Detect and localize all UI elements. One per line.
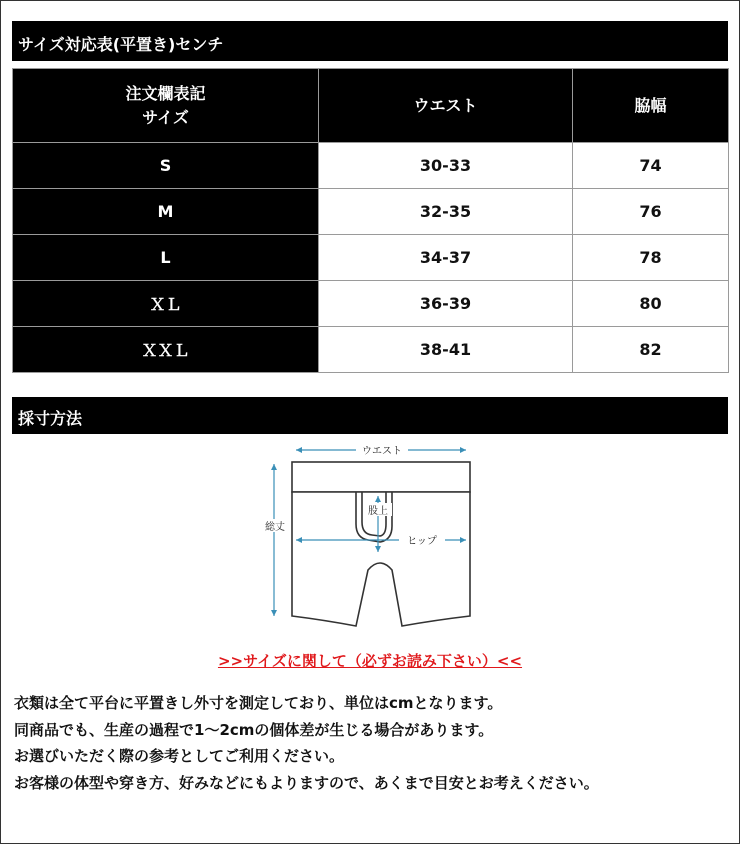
note-line: 同商品でも、生産の過程で1〜2cmの個体差が生じる場合があります。 [14, 720, 494, 739]
table-row [13, 235, 729, 281]
row-side: 80 [573, 281, 729, 327]
row-side: 78 [573, 235, 729, 281]
measurement-diagram [252, 440, 492, 640]
row-side: 82 [573, 327, 729, 373]
length-label: 総丈 [265, 522, 285, 533]
row-waist: 38-41 [319, 327, 573, 373]
note-line: お選びいただく際の参考としてご利用ください。 [14, 747, 345, 765]
hip-label: ヒップ [407, 536, 437, 547]
notes-block [14, 690, 730, 796]
size-chart-title: サイズ対応表(平置き)センチ [12, 21, 728, 61]
row-size: L [13, 235, 319, 281]
table-row [13, 189, 729, 235]
row-size: ＸＬ [13, 281, 319, 327]
waistband-shape [292, 462, 470, 492]
row-side: 76 [573, 189, 729, 235]
header-size-label: 注文欄表記 サイズ [125, 83, 206, 127]
table-row [13, 143, 729, 189]
note-line: 衣類は全て平台に平置きし外寸を測定しており、単位はcmとなります。 [14, 694, 503, 712]
table-row [13, 281, 729, 327]
rise-label: 股上 [368, 506, 388, 517]
row-waist: 34-37 [319, 235, 573, 281]
header-waist: ウエスト [319, 69, 573, 143]
note-line: お客様の体型や穿き方、好みなどにもよりますので、あくまで目安とお考えください。 [14, 773, 599, 792]
row-side: 74 [573, 143, 729, 189]
size-warning [0, 650, 740, 671]
row-size: M [13, 189, 319, 235]
row-waist: 36-39 [319, 281, 573, 327]
row-waist: 30-33 [319, 143, 573, 189]
measurement-method-title: 採寸方法 [12, 397, 728, 434]
table-row [13, 327, 729, 373]
row-size: S [13, 143, 319, 189]
row-waist: 32-35 [319, 189, 573, 235]
header-side-width: 脇幅 [573, 69, 729, 143]
row-size: ＸＸＬ [13, 327, 319, 373]
waist-label: ウエスト [362, 446, 402, 457]
size-warning-text: >>サイズに関して（必ずお読み下さい）<< [217, 652, 523, 670]
table-header-row [13, 69, 729, 143]
header-size [13, 69, 319, 143]
size-table [12, 68, 729, 373]
